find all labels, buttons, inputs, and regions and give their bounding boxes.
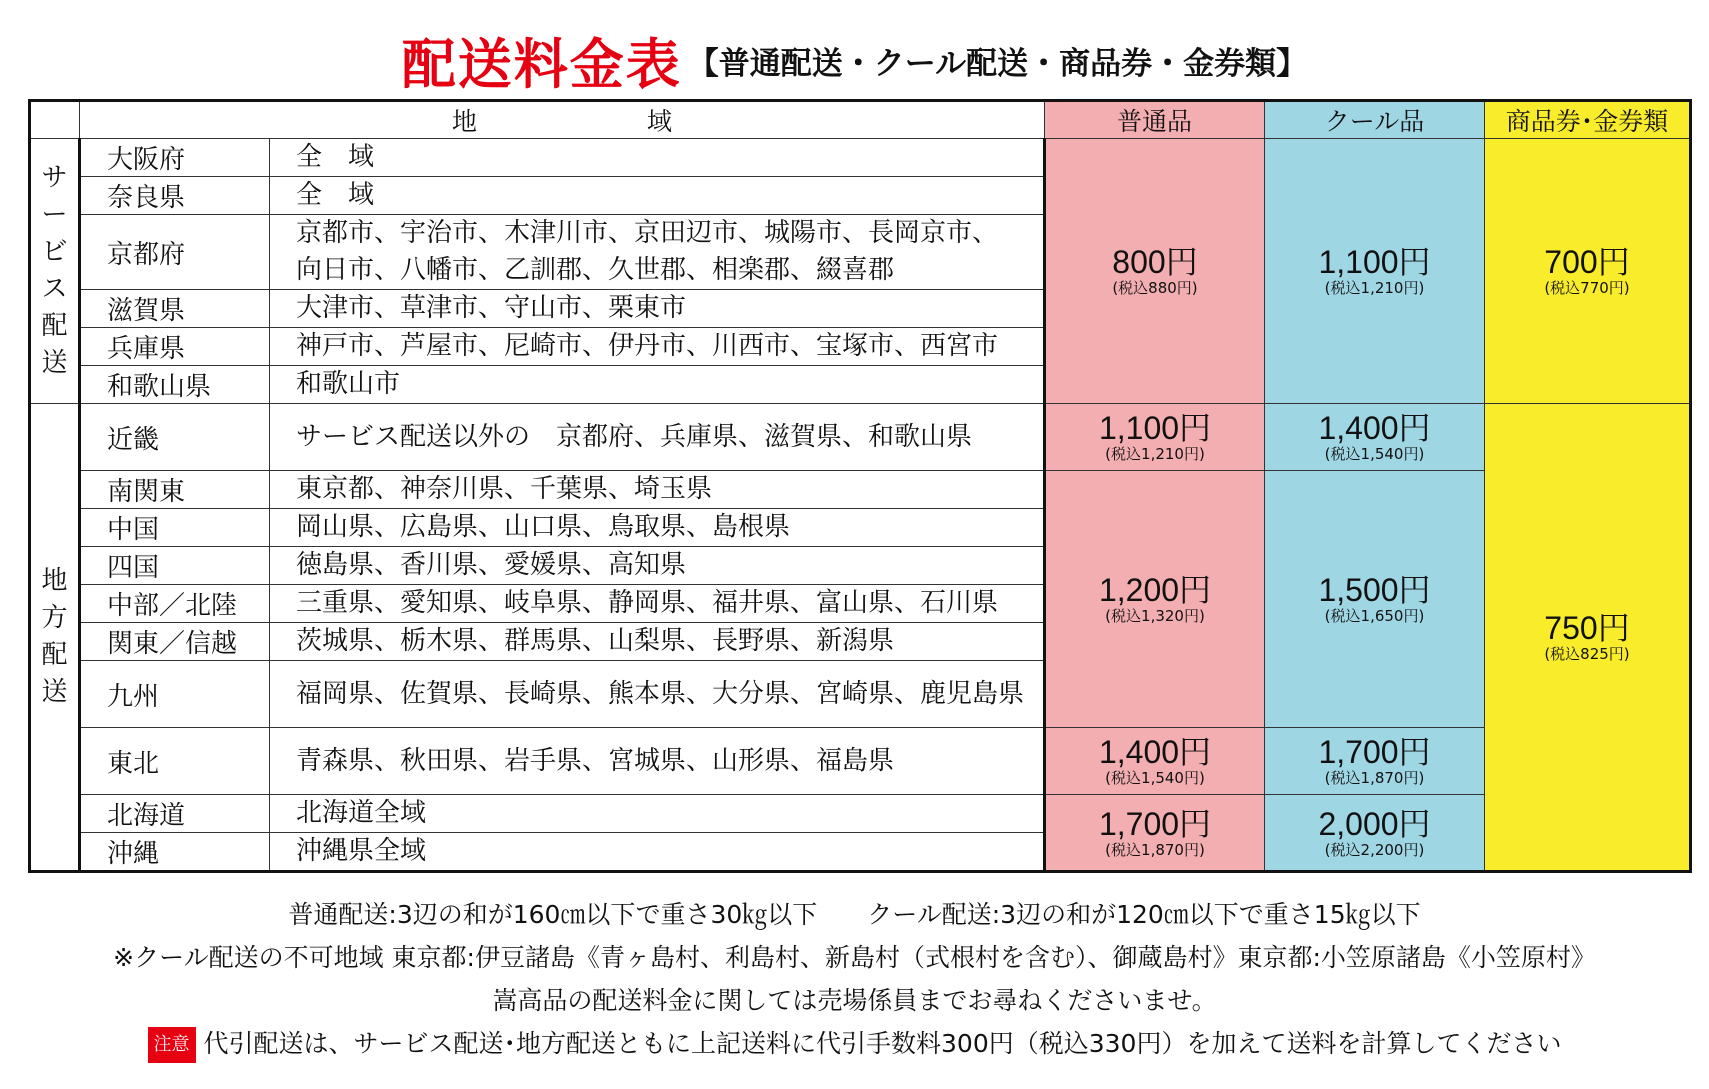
areas-cell: 北海道全域: [270, 795, 1045, 833]
price-amount: 800円: [1112, 244, 1198, 280]
price-amount: 2,000円: [1318, 805, 1431, 842]
pref-cell: 滋賀県: [80, 290, 270, 328]
header-blank: [30, 101, 80, 139]
zone-service: [30, 139, 80, 404]
page-title: [0, 22, 1709, 99]
price-service-voucher: [1485, 139, 1691, 404]
note-cod-text: 代引配送は、サービス配送･地方配送ともに上記送料に代引手数料300円（税込330円）を加えて送料を計算してください: [203, 1029, 1562, 1058]
header-area: 地 域: [80, 101, 1045, 139]
areas-cell: 神戸市、芦屋市、尼崎市、伊丹市、川西市、宝塚市、西宮市: [270, 328, 1045, 366]
title-main: 配送料金表: [401, 33, 682, 96]
price-kinki-cool: [1265, 404, 1485, 471]
price-tohoku-cool: [1265, 728, 1485, 795]
pref-cell: 中部／北陸: [80, 585, 270, 623]
price-amount: 700円: [1544, 244, 1630, 280]
price-tax: (税込1,870円): [1105, 840, 1205, 859]
shipping-rate-table: [28, 99, 1692, 873]
price-amount: 1,500円: [1318, 572, 1431, 608]
price-service-cool: [1265, 139, 1485, 404]
price-amount: 1,400円: [1098, 734, 1212, 770]
pref-cell: 九州: [80, 661, 270, 728]
price-kinki-normal: [1045, 404, 1265, 471]
pref-cell: 大阪府: [80, 139, 270, 177]
pref-cell: 沖縄: [80, 833, 270, 872]
areas-cell: 和歌山市: [270, 366, 1045, 404]
pref-cell: 北海道: [80, 795, 270, 833]
price-tax: (税込825円): [1544, 645, 1630, 663]
note-bulky-items: 嵩高品の配送料金に関しては売場係員までお尋ねくださいませ。: [492, 986, 1217, 1015]
notice-badge: 注意: [148, 1027, 196, 1063]
pref-cell: 奈良県: [80, 177, 270, 215]
price-mid-cool: [1265, 471, 1485, 728]
price-tax: (税込1,540円): [1324, 445, 1425, 463]
pref-cell: 兵庫県: [80, 328, 270, 366]
pref-cell: 関東／信越: [80, 623, 270, 661]
areas-cell: サービス配送以外の 京都府、兵庫県、滋賀県、和歌山県: [270, 404, 1045, 471]
price-amount: 1,100円: [1318, 244, 1431, 280]
price-amount: 1,200円: [1098, 572, 1212, 608]
price-mid-normal: [1045, 471, 1265, 728]
price-tax: (税込2,200円): [1324, 840, 1425, 859]
price-regional-voucher: [1485, 404, 1691, 872]
title-sub: 【普通配送・クール配送・商品券・金券類】: [687, 46, 1308, 82]
price-tax: (税込1,210円): [1105, 445, 1205, 463]
areas-cell: 岡山県、広島県、山口県、鳥取県、島根県: [270, 509, 1045, 547]
header-normal: 普通品: [1045, 101, 1265, 139]
price-tohoku-normal: [1045, 728, 1265, 795]
pref-cell: 南関東: [80, 471, 270, 509]
areas-cell: 茨城県、栃木県、群馬県、山梨県、長野県、新潟県: [270, 623, 1045, 661]
price-amount: 750円: [1544, 610, 1630, 646]
price-amount: 1,700円: [1098, 805, 1212, 842]
price-tax: (税込1,540円): [1105, 769, 1205, 787]
price-amount: 1,400円: [1318, 410, 1431, 446]
note-cod: [0, 1022, 1709, 1065]
price-tax: (税込1,870円): [1324, 769, 1425, 787]
price-amount: 1,700円: [1318, 734, 1431, 770]
areas-cell: 三重県、愛知県、岐阜県、静岡県、福井県、富山県、石川県: [270, 585, 1045, 623]
zone-label: サ ー ビ ス 配 送: [41, 163, 68, 378]
areas-cell: 京都市、宇治市、木津川市、京田辺市、城陽市、長岡京市、: [270, 215, 1045, 253]
note-size-limits: 普通配送:3辺の和が160㎝以下で重さ30㎏以下 クール配送:3辺の和が120㎝以下で重さ15㎏以下: [288, 900, 1421, 929]
zone-label: 地 方 配 送: [41, 566, 68, 707]
pref-cell: 近畿: [80, 404, 270, 471]
price-far-normal: [1045, 795, 1265, 872]
price-far-cool: [1265, 795, 1485, 872]
areas-cell: 福岡県、佐賀県、長崎県、熊本県、大分県、宮崎県、鹿児島県: [270, 661, 1045, 728]
areas-cell: 沖縄県全域: [270, 833, 1045, 872]
price-tax: (税込1,650円): [1324, 607, 1425, 625]
pref-cell: 京都府: [80, 215, 270, 290]
pref-cell: 東北: [80, 728, 270, 795]
areas-cell: 大津市、草津市、守山市、栗東市: [270, 290, 1045, 328]
note-cool-excluded-areas: ※クール配送の不可地域 東京都:伊豆諸島《青ヶ島村、利島村、新島村（式根村を含む）、御蔵島村》東京都:小笠原諸島《小笠原村》: [113, 943, 1596, 972]
price-amount: 1,100円: [1098, 410, 1212, 446]
areas-cell: 東京都、神奈川県、千葉県、埼玉県: [270, 471, 1045, 509]
areas-cell: 徳島県、香川県、愛媛県、高知県: [270, 547, 1045, 585]
pref-cell: 四国: [80, 547, 270, 585]
price-tax: (税込1,210円): [1324, 279, 1425, 297]
pref-cell: 中国: [80, 509, 270, 547]
areas-cell: 青森県、秋田県、岩手県、宮城県、山形県、福島県: [270, 728, 1045, 795]
footnotes: [0, 893, 1709, 1065]
areas-cell: 全 域: [270, 139, 1045, 177]
areas-cell: 全 域: [270, 177, 1045, 215]
price-service-normal: [1045, 139, 1265, 404]
zone-regional: [30, 404, 80, 872]
price-tax: (税込880円): [1112, 279, 1198, 297]
price-tax: (税込1,320円): [1105, 607, 1205, 625]
pref-cell: 和歌山県: [80, 366, 270, 404]
header-cool: クール品: [1265, 101, 1485, 139]
header-voucher: 商品券･金券類: [1485, 101, 1691, 139]
areas-cell-line2: 向日市、八幡市、乙訓郡、久世郡、相楽郡、綴喜郡: [270, 252, 1045, 290]
price-tax: (税込770円): [1544, 279, 1630, 297]
